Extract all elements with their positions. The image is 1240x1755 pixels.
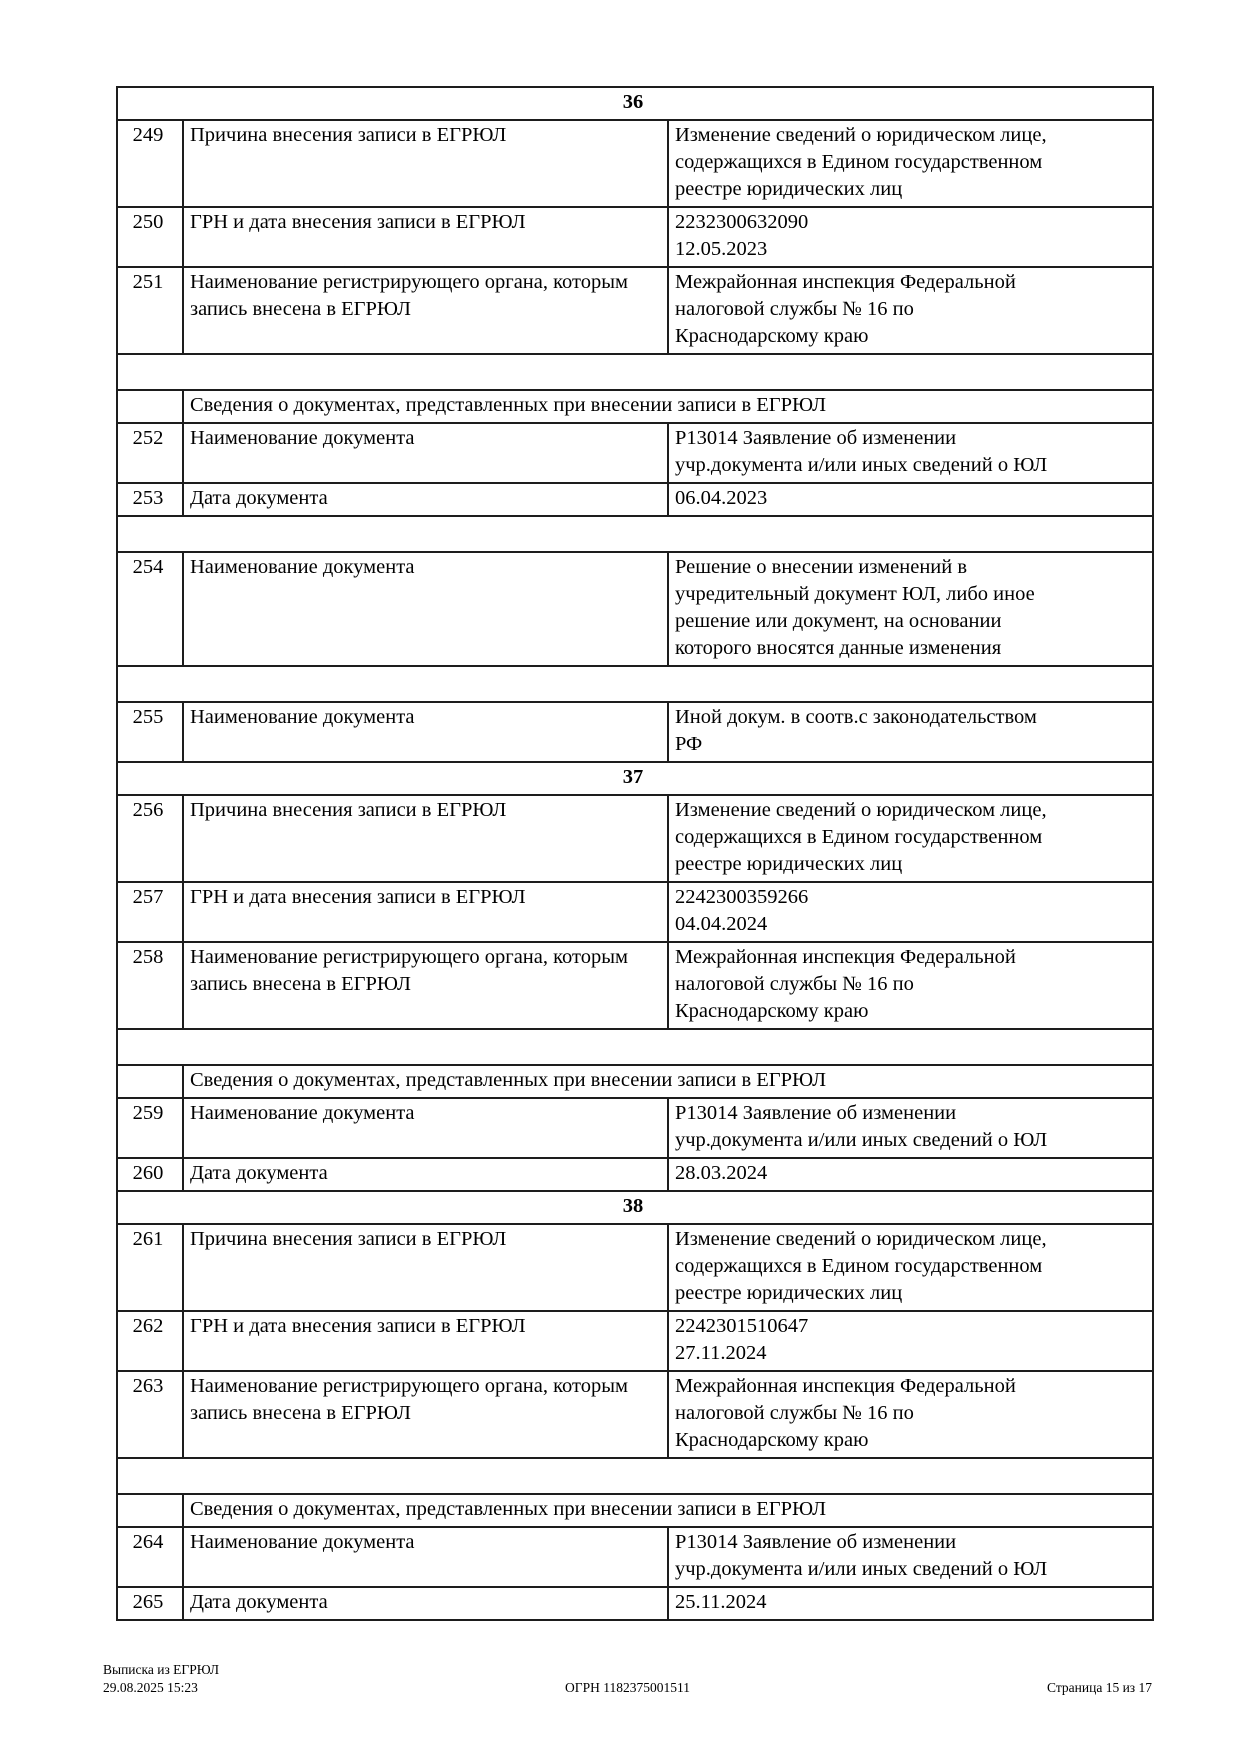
field-label-cell: Дата документа — [183, 1158, 668, 1191]
field-value-cell — [668, 1224, 1153, 1311]
field-value-line: налоговой службы № 16 по — [675, 1402, 914, 1424]
section-number-label: 37 — [117, 762, 1153, 795]
field-value-line: реестре юридических лиц — [675, 853, 903, 875]
field-label-cell: Наименование документа — [183, 702, 668, 762]
field-value-cell — [668, 882, 1153, 942]
field-value-cell — [668, 1098, 1153, 1158]
subheader-row — [117, 390, 1153, 423]
field-label-cell: Наименование документа — [183, 552, 668, 666]
footer-page-indicator: Страница 15 из 17 — [1047, 1680, 1152, 1695]
subheader-label-cell: Сведения о документах, представленных при внесении записи в ЕГРЮЛ — [183, 1065, 1153, 1098]
field-label-cell: Наименование регистрирующего органа, которым запись внесена в ЕГРЮЛ — [183, 1371, 668, 1458]
table-row — [117, 795, 1153, 882]
field-value-line: Изменение сведений о юридическом лице, — [675, 1228, 1047, 1250]
row-number-cell: 264 — [117, 1527, 183, 1587]
row-number-cell: 257 — [117, 882, 183, 942]
field-value-cell — [668, 120, 1153, 207]
row-number-cell: 256 — [117, 795, 183, 882]
row-number-cell: 262 — [117, 1311, 183, 1371]
field-value-line: Межрайонная инспекция Федеральной — [675, 271, 1016, 293]
section-number-label: 36 — [117, 87, 1153, 120]
field-value-line: решение или документ, на основании — [675, 610, 1002, 632]
field-value-line: Решение о внесении изменений в — [675, 556, 968, 578]
table-row — [117, 1224, 1153, 1311]
field-value-cell — [668, 1527, 1153, 1587]
field-value-line: содержащихся в Едином государственном — [675, 1255, 1043, 1277]
field-value-line: налоговой службы № 16 по — [675, 298, 914, 320]
field-value-line: содержащихся в Едином государственном — [675, 826, 1043, 848]
field-value-line: учр.документа и/или иных сведений о ЮЛ — [675, 1558, 1048, 1580]
table-row — [117, 942, 1153, 1029]
field-value-line: Межрайонная инспекция Федеральной — [675, 946, 1016, 968]
field-value-line: Изменение сведений о юридическом лице, — [675, 124, 1047, 146]
field-value-line: Изменение сведений о юридическом лице, — [675, 799, 1047, 821]
field-value-line: 04.04.2024 — [675, 913, 768, 935]
spacer-cell — [117, 516, 1153, 552]
table-row — [117, 1311, 1153, 1371]
field-value-line: учредительный документ ЮЛ, либо иное — [675, 583, 1035, 605]
row-number-cell: 251 — [117, 267, 183, 354]
field-value-line: 06.04.2023 — [675, 487, 768, 509]
table-row — [117, 1527, 1153, 1587]
field-value-cell — [668, 1587, 1153, 1620]
table-row — [117, 702, 1153, 762]
field-value-line: Межрайонная инспекция Федеральной — [675, 1375, 1016, 1397]
spacer-cell — [117, 354, 1153, 390]
field-value-cell — [668, 942, 1153, 1029]
table-row — [117, 1371, 1153, 1458]
subheader-row — [117, 1065, 1153, 1098]
subheader-empty-cell — [117, 1065, 183, 1098]
field-value-line: реестре юридических лиц — [675, 1282, 903, 1304]
footer-doc-title: Выписка из ЕГРЮЛ — [103, 1662, 220, 1677]
field-value-line: 27.11.2024 — [675, 1342, 767, 1364]
table-row — [117, 1587, 1153, 1620]
spacer-cell — [117, 1458, 1153, 1494]
field-label-cell: ГРН и дата внесения записи в ЕГРЮЛ — [183, 882, 668, 942]
field-value-cell — [668, 1158, 1153, 1191]
field-label-cell: ГРН и дата внесения записи в ЕГРЮЛ — [183, 207, 668, 267]
row-number-cell: 249 — [117, 120, 183, 207]
subheader-empty-cell — [117, 390, 183, 423]
footer-line-1 — [103, 1661, 1152, 1679]
spacer-row — [117, 1458, 1153, 1494]
spacer-row — [117, 516, 1153, 552]
field-label-cell: Наименование документа — [183, 423, 668, 483]
field-value-line: 25.11.2024 — [675, 1591, 767, 1613]
row-number-cell: 253 — [117, 483, 183, 516]
subheader-empty-cell — [117, 1494, 183, 1527]
field-value-line: Краснодарскому краю — [675, 1000, 869, 1022]
table-row — [117, 483, 1153, 516]
field-label-cell: ГРН и дата внесения записи в ЕГРЮЛ — [183, 1311, 668, 1371]
field-label-cell: Дата документа — [183, 1587, 668, 1620]
field-value-line: 28.03.2024 — [675, 1162, 768, 1184]
table-row — [117, 882, 1153, 942]
field-value-cell — [668, 267, 1153, 354]
field-label-cell: Наименование регистрирующего органа, которым запись внесена в ЕГРЮЛ — [183, 942, 668, 1029]
section-row — [117, 1191, 1153, 1224]
row-number-cell: 261 — [117, 1224, 183, 1311]
row-number-cell: 265 — [117, 1587, 183, 1620]
field-label-cell: Наименование документа — [183, 1527, 668, 1587]
table-row — [117, 267, 1153, 354]
row-number-cell: 255 — [117, 702, 183, 762]
field-value-line: 12.05.2023 — [675, 238, 768, 260]
field-value-cell — [668, 795, 1153, 882]
row-number-cell: 250 — [117, 207, 183, 267]
field-value-line: Краснодарскому краю — [675, 1429, 869, 1451]
row-number-cell: 260 — [117, 1158, 183, 1191]
table-row — [117, 552, 1153, 666]
table-row — [117, 207, 1153, 267]
field-value-cell — [668, 1311, 1153, 1371]
spacer-cell — [117, 666, 1153, 702]
page-footer — [103, 1661, 1152, 1697]
section-row — [117, 762, 1153, 795]
field-value-cell — [668, 207, 1153, 267]
spacer-row — [117, 666, 1153, 702]
field-label-cell: Наименование регистрирующего органа, которым запись внесена в ЕГРЮЛ — [183, 267, 668, 354]
field-value-line: реестре юридических лиц — [675, 178, 903, 200]
egrul-table-body — [117, 87, 1153, 1620]
spacer-row — [117, 1029, 1153, 1065]
field-label-cell: Дата документа — [183, 483, 668, 516]
table-row — [117, 1098, 1153, 1158]
row-number-cell: 254 — [117, 552, 183, 666]
field-value-line: налоговой службы № 16 по — [675, 973, 914, 995]
footer-ogrn: ОГРН 1182375001511 — [565, 1680, 690, 1695]
field-value-line: Иной докум. в соотв.с законодательством — [675, 706, 1037, 728]
field-value-line: 2242301510647 — [675, 1315, 809, 1337]
field-label-cell: Причина внесения записи в ЕГРЮЛ — [183, 1224, 668, 1311]
field-value-line: содержащихся в Едином государственном — [675, 151, 1043, 173]
row-number-cell: 259 — [117, 1098, 183, 1158]
field-value-cell — [668, 1371, 1153, 1458]
footer-datetime: 29.08.2025 15:23 — [103, 1680, 198, 1695]
subheader-label-cell: Сведения о документах, представленных при внесении записи в ЕГРЮЛ — [183, 390, 1153, 423]
field-value-cell — [668, 552, 1153, 666]
row-number-cell: 258 — [117, 942, 183, 1029]
field-value-line: Р13014 Заявление об изменении — [675, 1102, 957, 1124]
field-label-cell: Причина внесения записи в ЕГРЮЛ — [183, 120, 668, 207]
field-value-cell — [668, 702, 1153, 762]
table-row — [117, 423, 1153, 483]
section-number-label: 38 — [117, 1191, 1153, 1224]
spacer-cell — [117, 1029, 1153, 1065]
egrul-table — [116, 86, 1154, 1621]
field-value-line: которого вносятся данные изменения — [675, 637, 1002, 659]
field-label-cell: Причина внесения записи в ЕГРЮЛ — [183, 795, 668, 882]
subheader-label-cell: Сведения о документах, представленных при внесении записи в ЕГРЮЛ — [183, 1494, 1153, 1527]
field-value-cell — [668, 423, 1153, 483]
section-row — [117, 87, 1153, 120]
table-row — [117, 120, 1153, 207]
table-row — [117, 1158, 1153, 1191]
field-value-line: Р13014 Заявление об изменении — [675, 427, 957, 449]
field-value-line: учр.документа и/или иных сведений о ЮЛ — [675, 1129, 1048, 1151]
field-value-line: Р13014 Заявление об изменении — [675, 1531, 957, 1553]
field-value-line: Краснодарскому краю — [675, 325, 869, 347]
field-value-line: учр.документа и/или иных сведений о ЮЛ — [675, 454, 1048, 476]
field-label-cell: Наименование документа — [183, 1098, 668, 1158]
field-value-line: РФ — [675, 733, 703, 755]
field-value-line: 2242300359266 — [675, 886, 809, 908]
field-value-cell — [668, 483, 1153, 516]
row-number-cell: 263 — [117, 1371, 183, 1458]
field-value-line: 2232300632090 — [675, 211, 809, 233]
row-number-cell: 252 — [117, 423, 183, 483]
subheader-row — [117, 1494, 1153, 1527]
spacer-row — [117, 354, 1153, 390]
footer-line-2 — [103, 1679, 1152, 1697]
